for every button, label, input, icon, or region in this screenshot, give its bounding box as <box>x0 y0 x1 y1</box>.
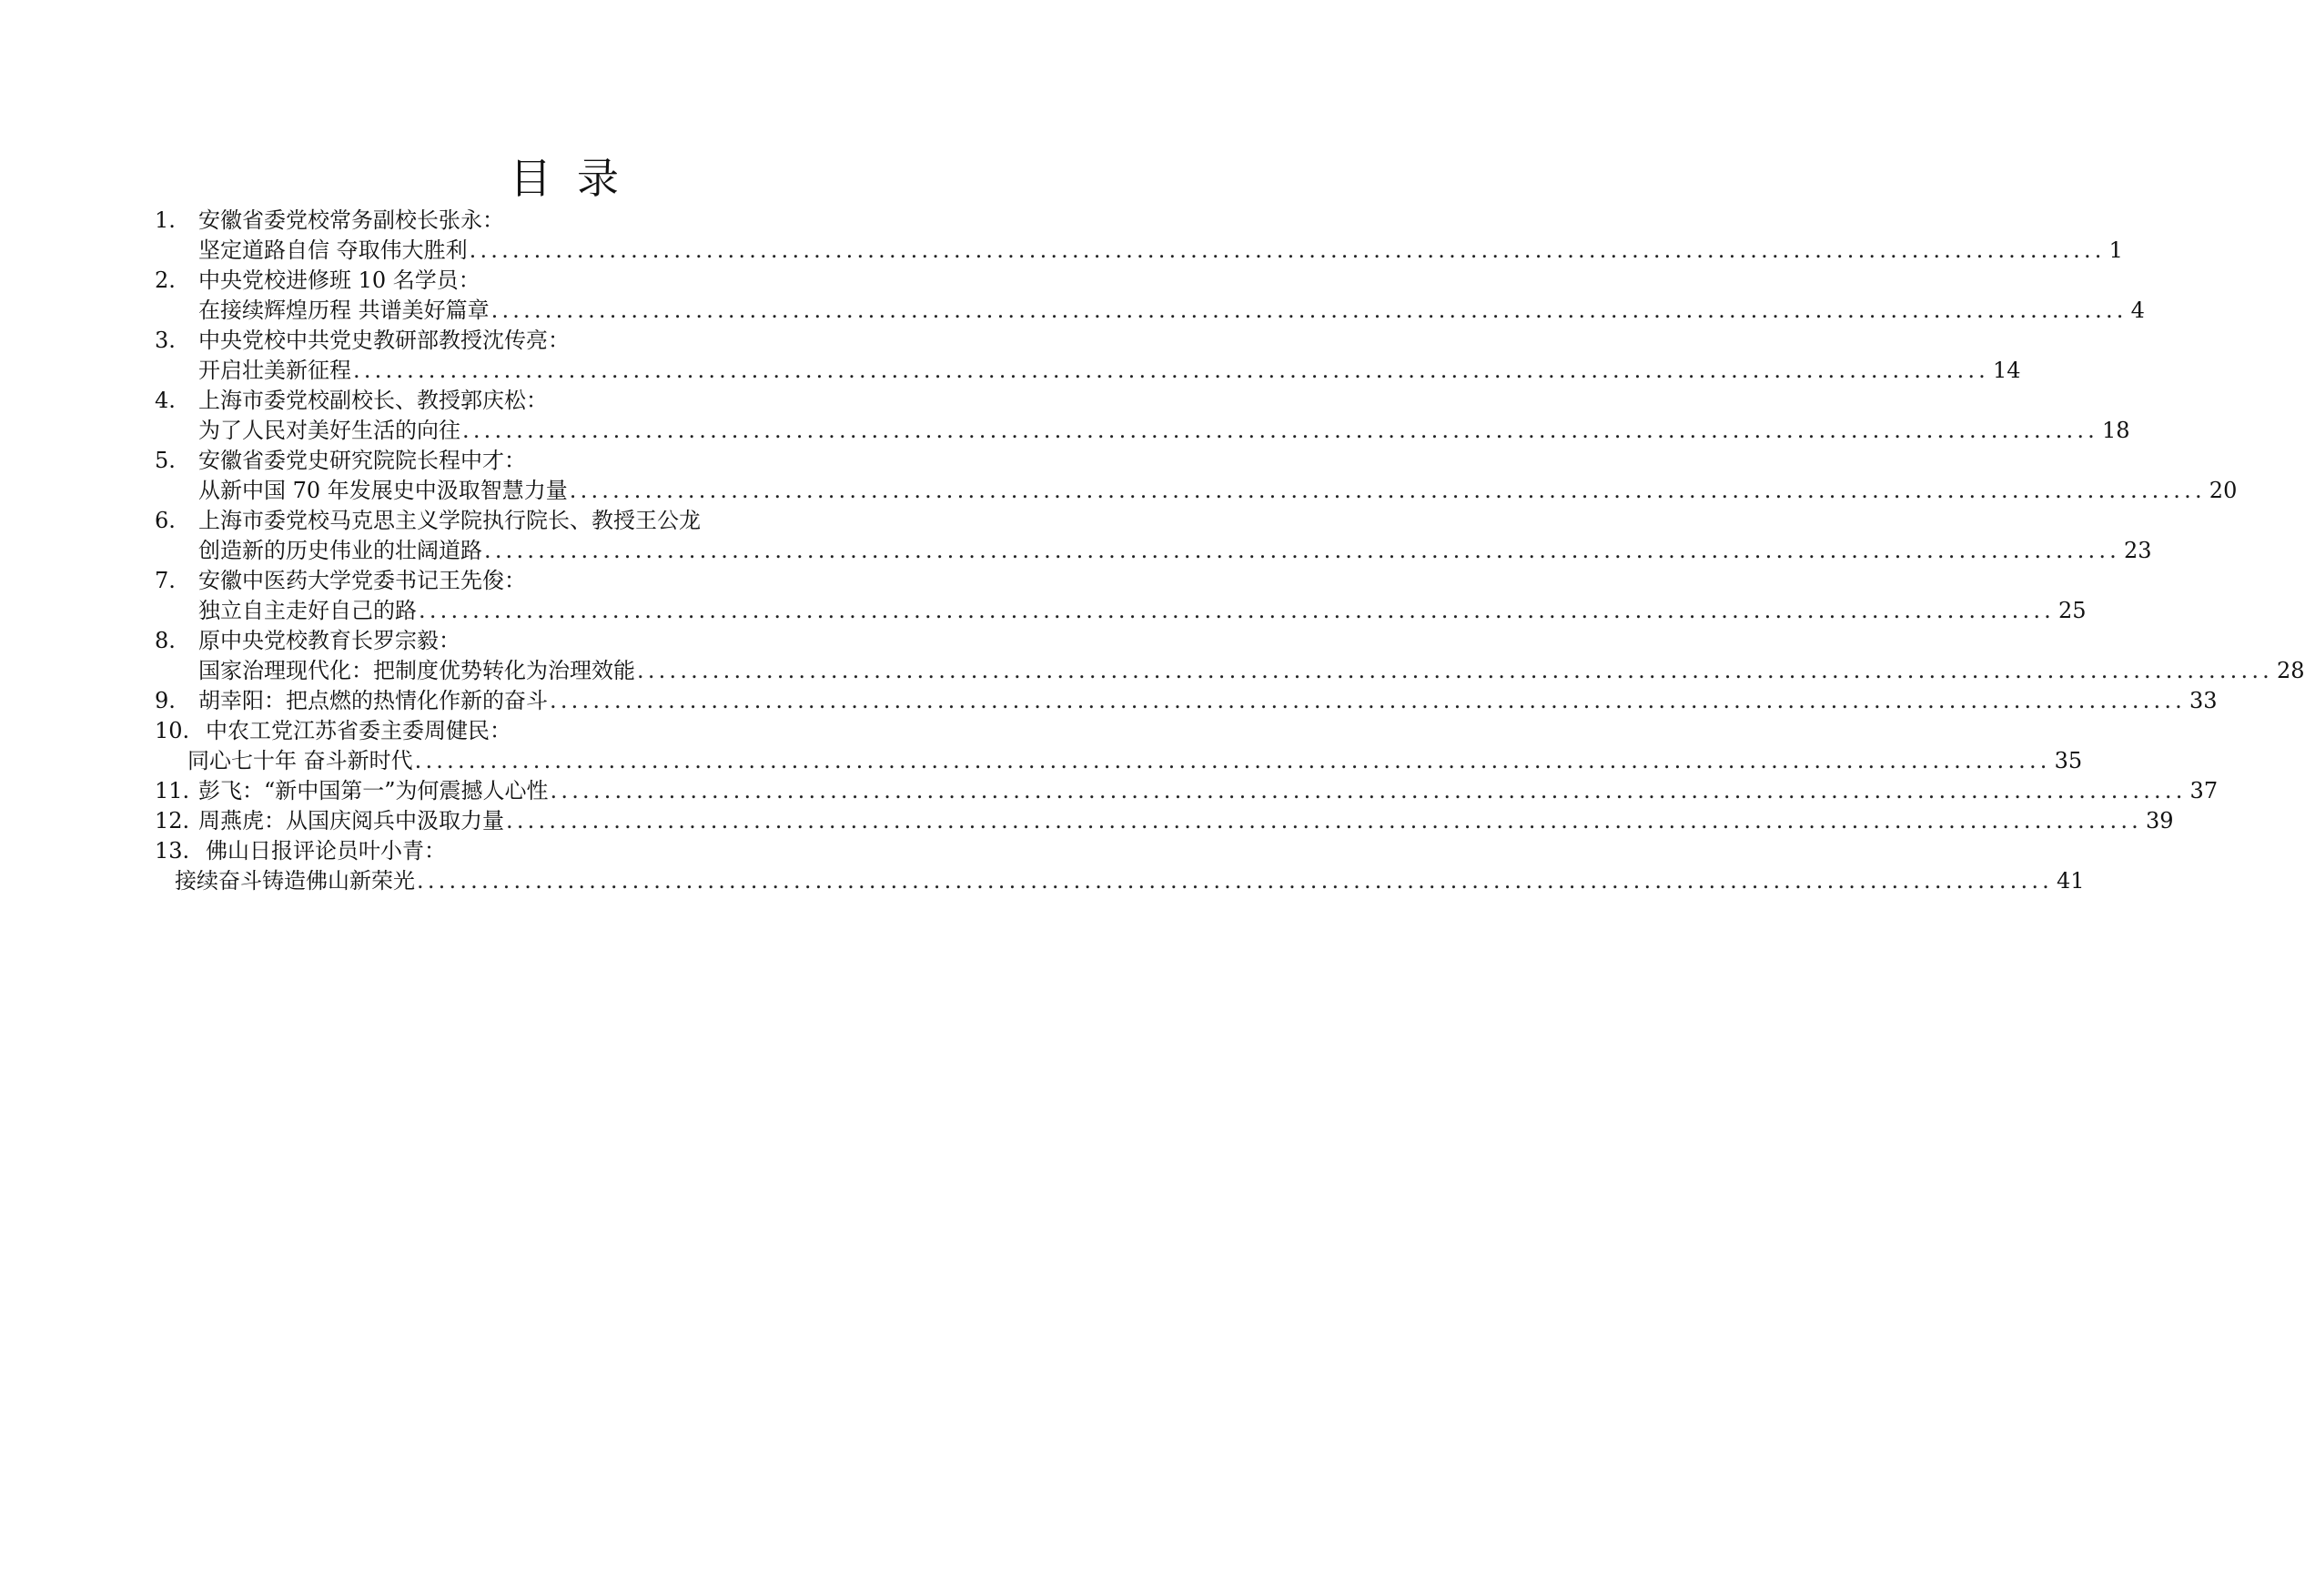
toc-entry-1[interactable] <box>155 236 2123 266</box>
toc-page-number: 25 <box>2058 598 2087 623</box>
toc-heading-13 <box>155 836 1065 866</box>
toc-entry-11[interactable] <box>155 776 2219 806</box>
toc-heading-4 <box>155 386 1065 416</box>
toc-heading-8 <box>155 626 1065 656</box>
toc-leader-dots: ........................................................................................................................................................ <box>637 658 2273 683</box>
toc-entry-title: 彭飞：“新中国第一”为何震撼人心性 <box>198 778 549 803</box>
toc-leader-dots: ........................................................................................................................................................ <box>506 808 2142 833</box>
title-char-2: 录 <box>577 154 619 203</box>
toc-heading-6 <box>155 506 1065 536</box>
toc-entry-7[interactable] <box>155 596 2087 626</box>
toc-number: 10. <box>155 718 190 743</box>
toc-page-number: 35 <box>2054 748 2083 773</box>
toc-heading-text: 原中央党校教育长罗宗毅： <box>198 628 460 653</box>
toc-page-number: 33 <box>2189 688 2218 713</box>
toc-page-number: 39 <box>2146 808 2174 833</box>
title-char-1: 目 <box>510 154 551 203</box>
toc-page-number: 18 <box>2102 418 2130 443</box>
toc-page-number: 4 <box>2130 298 2145 323</box>
toc-page-number: 23 <box>2124 538 2152 563</box>
toc-number: 6. <box>155 508 176 533</box>
toc-entry-title: 开启壮美新征程 <box>198 358 351 383</box>
toc-leader-dots: ........................................................................................................................................................ <box>550 778 2187 803</box>
toc-heading-text: 安徽省委党校常务副校长张永： <box>198 207 504 233</box>
toc-entry-title: 从新中国 70 年发展史中汲取智慧力量 <box>198 478 568 503</box>
toc-entry-title: 坚定道路自信 夺取伟大胜利 <box>198 237 468 263</box>
toc-entry-title: 国家治理现代化：把制度优势转化为治理效能 <box>198 658 635 683</box>
toc-leader-dots: ........................................................................................................................................................ <box>550 688 2186 713</box>
toc-entry-13[interactable] <box>155 866 2085 896</box>
toc-leader-dots: ........................................................................................................................................................ <box>414 748 2051 773</box>
toc-number: 12. <box>155 808 190 833</box>
toc-number: 1. <box>155 207 176 233</box>
toc-page-number: 37 <box>2189 778 2219 803</box>
toc-number: 13. <box>155 838 190 864</box>
toc-leader-dots: ........................................................................................................................................................ <box>353 358 1989 383</box>
toc-heading-text: 中央党校进修班 10 名学员： <box>198 268 480 293</box>
toc-leader-dots: ........................................................................................................................................................ <box>569 478 2206 503</box>
toc-entry-title: 为了人民对美好生活的向往 <box>198 418 460 443</box>
toc-entry-12[interactable] <box>155 806 2174 836</box>
toc-leader-dots: ........................................................................................................................................................ <box>417 868 2053 894</box>
toc-entry-title: 胡幸阳：把点燃的热情化作新的奋斗 <box>198 688 548 713</box>
toc-heading-text: 佛山日报评论员叶小青： <box>206 838 446 864</box>
toc-heading-2 <box>155 266 1065 296</box>
toc-entry-3[interactable] <box>155 356 2021 386</box>
toc-entry-6[interactable] <box>155 536 2152 566</box>
toc-heading-text: 中农工党江苏省委主委周健民： <box>206 718 511 743</box>
toc-number: 8. <box>155 628 176 653</box>
toc-leader-dots: ........................................................................................................................................................ <box>469 237 2106 263</box>
page-title <box>0 146 1128 211</box>
toc-leader-dots: ........................................................................................................................................................ <box>419 598 2055 623</box>
toc-entry-title: 创造新的历史伟业的壮阔道路 <box>198 538 482 563</box>
toc-leader-dots: ........................................................................................................................................................ <box>484 538 2120 563</box>
toc-leader-dots: ........................................................................................................................................................ <box>462 418 2098 443</box>
toc-page-number: 41 <box>2057 868 2085 894</box>
toc-entry-8[interactable] <box>155 656 2305 686</box>
toc-number: 3. <box>155 328 176 353</box>
toc-heading-10 <box>155 716 1065 746</box>
toc-heading-text: 上海市委党校马克思主义学院执行院长、教授王公龙 <box>198 508 701 533</box>
toc-entry-title: 同心七十年 奋斗新时代 <box>187 748 413 773</box>
toc-entry-10[interactable] <box>155 746 2083 776</box>
toc-page-number: 1 <box>2108 237 2123 263</box>
toc-leader-dots: ........................................................................................................................................................ <box>490 298 2128 323</box>
toc-page-number: 14 <box>1993 358 2021 383</box>
toc-heading-1 <box>155 206 1065 236</box>
toc-number: 4. <box>155 388 176 413</box>
toc-heading-3 <box>155 326 1065 356</box>
toc-entry-title: 接续奋斗铸造佛山新荣光 <box>175 868 415 894</box>
toc-number: 7. <box>155 568 176 593</box>
toc-page-number: 28 <box>2277 658 2305 683</box>
toc-number: 2. <box>155 268 176 293</box>
table-of-contents <box>155 206 2305 896</box>
toc-number: 9. <box>155 688 176 713</box>
toc-page-number: 20 <box>2209 478 2238 503</box>
toc-entry-title: 独立自主走好自己的路 <box>198 598 417 623</box>
toc-number: 11. <box>155 778 190 803</box>
toc-heading-5 <box>155 446 1065 476</box>
toc-number: 5. <box>155 448 176 473</box>
toc-entry-9[interactable] <box>155 686 2218 716</box>
toc-entry-title: 周燕虎：从国庆阅兵中汲取力量 <box>198 808 504 833</box>
toc-heading-text: 上海市委党校副校长、教授郭庆松： <box>198 388 548 413</box>
toc-heading-7 <box>155 566 1065 596</box>
toc-heading-text: 安徽中医药大学党委书记王先俊： <box>198 568 526 593</box>
toc-entry-5[interactable] <box>155 476 2238 506</box>
toc-heading-text: 安徽省委党史研究院院长程中才： <box>198 448 526 473</box>
toc-entry-title: 在接续辉煌历程 共谱美好篇章 <box>198 298 490 323</box>
toc-heading-text: 中央党校中共党史教研部教授沈传亮： <box>198 328 570 353</box>
toc-entry-4[interactable] <box>155 416 2130 446</box>
toc-entry-2[interactable] <box>155 296 2145 326</box>
